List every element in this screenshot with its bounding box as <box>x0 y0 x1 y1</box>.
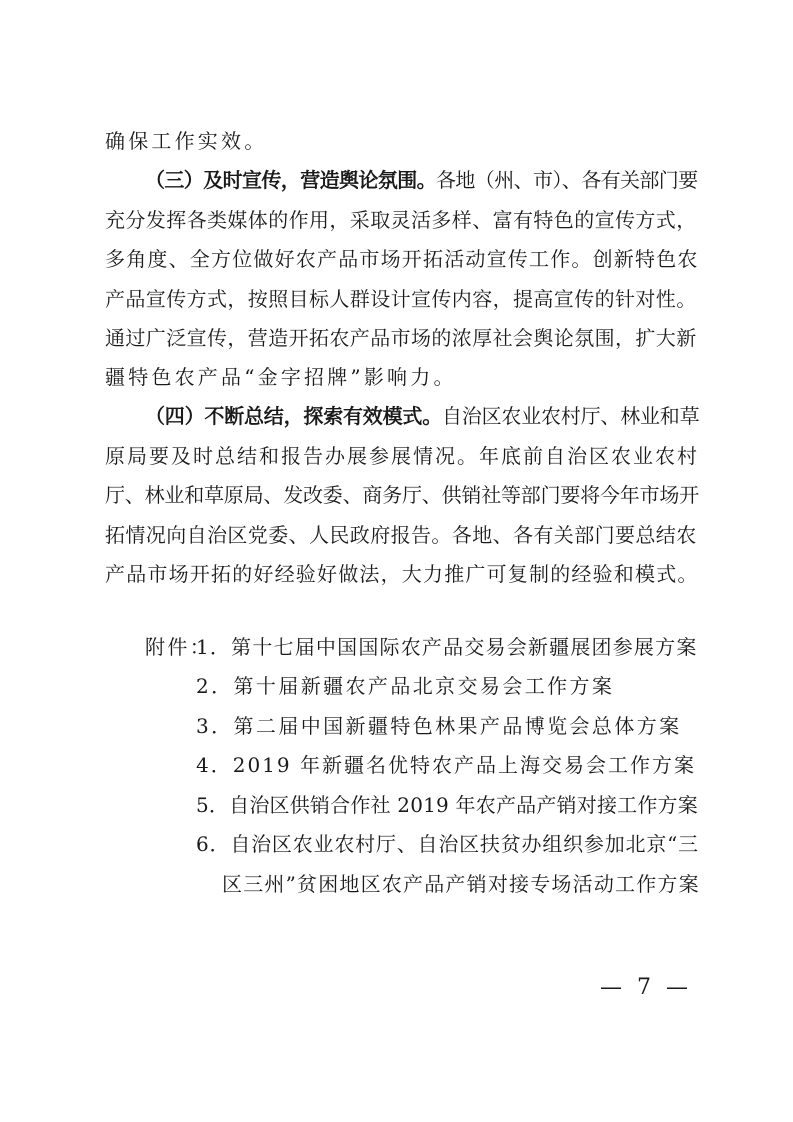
paragraph-line: 拓情况向自治区党委、人民政府报告。各地、各有关部门要总结农 <box>105 523 697 547</box>
paragraph-line: 通过广泛宣传，营造开拓农产品市场的浓厚社会舆论氛围，扩大新 <box>105 326 697 350</box>
paragraph-line: 原局要及时总结和报告办展参展情况。年底前自治区农业农村 <box>105 444 699 468</box>
paragraph-line: 多角度、全方位做好农产品市场开拓活动宣传工作。创新特色农 <box>105 247 699 271</box>
attachment-item: 4．2019 年新疆名优特农产品上海交易会工作方案 <box>196 753 696 777</box>
attachment-item-continuation: 区三州”贫困地区农产品产销对接专场活动工作方案 <box>222 872 700 896</box>
attachment-item: 1．第十七届中国国际农产品交易会新疆展团参展方案 <box>196 635 698 659</box>
attachment-item: 6．自治区农业农村厅、自治区扶贫办组织参加北京“三 <box>196 832 699 856</box>
section-4-text: 自治区农业农村厅、林业和草 <box>442 404 700 428</box>
section-3-first-line <box>145 160 698 200</box>
section-4-first-line <box>145 396 700 436</box>
paragraph-line: 产品宣传方式，按照目标人群设计宣传内容，提高宣传的针对性。 <box>105 287 697 311</box>
section-3-text: 各地（州、市）、各有关部门要 <box>436 168 698 192</box>
attachment-item: 2．第十届新疆农产品北京交易会工作方案 <box>196 674 615 698</box>
paragraph-line: 确保工作实效。 <box>105 129 268 153</box>
section-3-heading: （三）及时宣传，营造舆论氛围。 <box>145 168 436 192</box>
page-number: — 7 — <box>600 975 692 1000</box>
paragraph-line: 疆特色农产品“金字招牌”影响力。 <box>105 365 457 389</box>
attachment-item: 5．自治区供销合作社 2019 年农产品产销对接工作方案 <box>196 793 698 817</box>
paragraph-line: 充分发挥各类媒体的作用，采取灵活多样、富有特色的宣传方式， <box>105 208 697 232</box>
paragraph-line: 产品市场开拓的好经验好做法，大力推广可复制的经验和模式。 <box>105 562 699 586</box>
section-4-heading: （四）不断总结，探索有效模式。 <box>145 404 442 428</box>
paragraph-line: 厅、林业和草原局、发改委、商务厅、供销社等部门要将今年市场开 <box>105 483 699 507</box>
attachment-item: 3．第二届中国新疆特色林果产品博览会总体方案 <box>196 714 682 738</box>
attachments-label: 附件： <box>145 635 213 659</box>
